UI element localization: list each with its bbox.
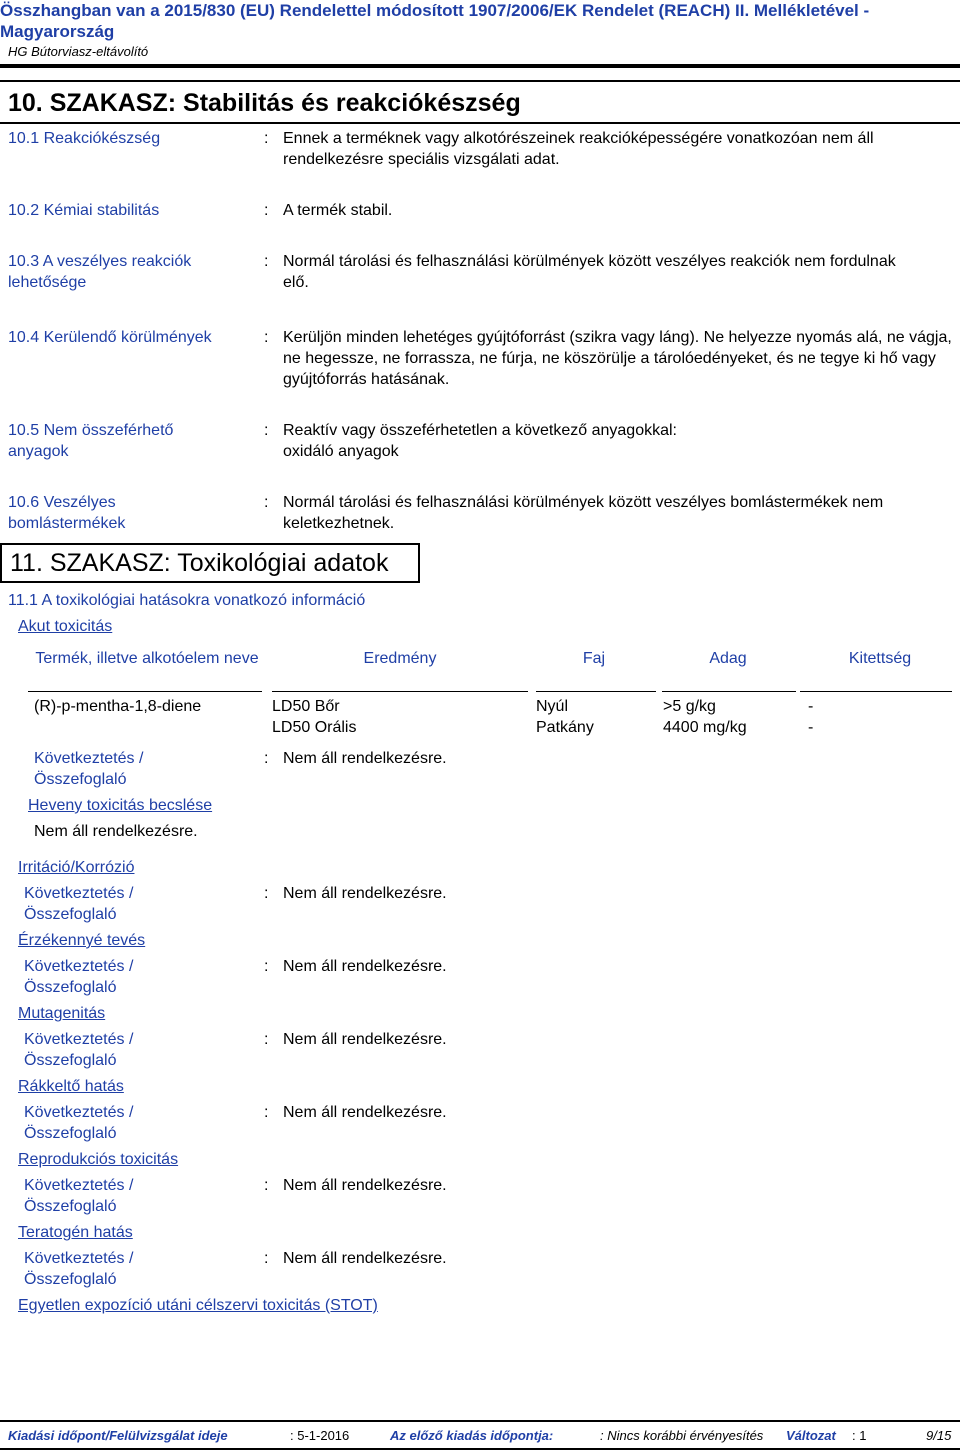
value-10-6: Normál tárolási és felhasználási körülmények között veszélyes bomlástermékek nem keletkezhetnek.	[283, 494, 884, 532]
table-cell-dose: 4400 mg/kg	[663, 719, 747, 736]
heading-irritation: Irritáció/Korrózió	[18, 859, 135, 876]
table-cell-species: Nyúl	[536, 698, 569, 715]
table-cell-species: Patkány	[536, 719, 594, 736]
conclusion-label: Következtetés / Összefoglaló	[24, 1177, 134, 1215]
colon: :	[264, 422, 269, 439]
value-10-5: Reaktív vagy összeférhetetlen a következő anyagokkal:	[283, 422, 677, 439]
heading-mutagenicity: Mutagenitás	[18, 1005, 106, 1022]
conclusion-value: Nem áll rendelkezésre.	[283, 885, 447, 902]
table-header-underline	[28, 691, 262, 692]
value-10-5-materials: oxidáló anyagok	[283, 443, 399, 460]
conclusion-label: Következtetés / Összefoglaló	[24, 885, 134, 923]
table-header-result: Eredmény	[363, 650, 437, 667]
conclusion-value: Nem áll rendelkezésre.	[283, 1250, 447, 1267]
heading-teratogenicity: Teratogén hatás	[18, 1224, 133, 1241]
footer-page-number: 9/15	[926, 1428, 952, 1443]
table-cell-result: LD50 Bőr	[272, 698, 340, 715]
conclusion-value: Nem áll rendelkezésre.	[283, 1177, 447, 1194]
label-10-3: 10.3 A veszélyes reakciók lehetősége	[8, 253, 192, 291]
colon: :	[264, 1104, 269, 1121]
conclusion-value: Nem áll rendelkezésre.	[283, 1104, 447, 1121]
colon: :	[264, 329, 269, 346]
table-header-dose: Adag	[709, 650, 747, 667]
acute-estimate-heading: Heveny toxicitás becslése	[28, 797, 213, 814]
footer-issue-value: : 5-1-2016	[290, 1428, 350, 1443]
conclusion-label: Következtetés / Összefoglaló	[24, 958, 134, 996]
label-10-5: 10.5 Nem összeférhető anyagok	[8, 422, 174, 460]
table-cell-exposure: -	[808, 719, 814, 736]
conclusion-value: Nem áll rendelkezésre.	[283, 750, 447, 767]
acute-toxicity-heading: Akut toxicitás	[18, 618, 113, 635]
header-divider	[0, 64, 960, 68]
table-header-underline	[272, 691, 528, 692]
section-11-1-heading: 11.1 A toxikológiai hatásokra vonatkozó információ	[8, 592, 366, 609]
label-10-2: 10.2 Kémiai stabilitás	[8, 202, 160, 219]
colon: :	[264, 494, 269, 511]
colon: :	[264, 750, 269, 767]
product-name: HG Bútorviasz-eltávolító	[8, 44, 149, 59]
colon: :	[264, 202, 269, 219]
acute-estimate-value: Nem áll rendelkezésre.	[34, 823, 198, 840]
conclusion-value: Nem áll rendelkezésre.	[283, 1031, 447, 1048]
value-10-4: Kerüljön minden lehetéges gyújtóforrást (szikra vagy láng). Ne helyezze nyomás alá, ne vágja, ne hegessze, ne forrassza, ne fúrja, ne köszörülje a tárolóedényeket, és ne tegye ki hő vagy gyújtóforrás hatásának.	[283, 329, 952, 388]
colon: :	[264, 885, 269, 902]
conclusion-label: Következtetés / Összefoglaló	[24, 1250, 134, 1288]
label-10-4: 10.4 Kerülendő körülmények	[8, 329, 212, 346]
table-cell-product: (R)-p-mentha-1,8-diene	[34, 698, 202, 715]
footer-issue-label: Kiadási időpont/Felülvizsgálat ideje	[8, 1428, 228, 1443]
colon: :	[264, 958, 269, 975]
label-10-1: 10.1 Reakciókészség	[8, 130, 161, 147]
section-11-heading: 11. SZAKASZ: Toxikológiai adatok	[0, 543, 420, 583]
table-header-underline	[662, 691, 796, 692]
table-cell-exposure: -	[808, 698, 814, 715]
footer-prev-value: : Nincs korábbi érvényesítés	[600, 1428, 764, 1443]
label-10-6: 10.6 Veszélyes bomlástermékek	[8, 494, 126, 532]
footer-version-label: Változat	[786, 1428, 836, 1443]
value-10-3: Normál tárolási és felhasználási körülmények között veszélyes reakciók nem fordulnak elő.	[283, 253, 896, 291]
value-10-1: Ennek a terméknek vagy alkotórészeinek reakcióképességére vonatkozóan nem áll rendelkezésre speciális vizsgálati adat.	[283, 130, 874, 168]
table-header-species: Faj	[582, 650, 606, 667]
table-header-underline	[536, 691, 656, 692]
document-title: Összhangban van a 2015/830 (EU) Rendelettel módosított 1907/2006/EK Rendelet (REACH) II. Mellékletével - Magyarország	[0, 1, 870, 41]
colon: :	[264, 1250, 269, 1267]
heading-stot: Egyetlen expozíció utáni célszervi toxicitás (STOT)	[18, 1297, 378, 1314]
heading-sensitization: Érzékennyé tevés	[18, 932, 146, 949]
conclusion-label: Következtetés / Összefoglaló	[24, 1104, 134, 1142]
table-header-underline	[800, 691, 952, 692]
table-header-exposure: Kitettség	[848, 650, 912, 667]
table-cell-dose: >5 g/kg	[663, 698, 716, 715]
footer	[0, 1420, 960, 1450]
footer-prev-label: Az előző kiadás időpontja:	[390, 1428, 554, 1443]
heading-reproductive-toxicity: Reprodukciós toxicitás	[18, 1151, 179, 1168]
table-header-product: Termék, illetve alkotóelem neve	[35, 650, 259, 667]
colon: :	[264, 1031, 269, 1048]
colon: :	[264, 130, 269, 147]
colon: :	[264, 1177, 269, 1194]
section-10-heading: 10. SZAKASZ: Stabilitás és reakciókészség	[0, 80, 960, 124]
heading-carcinogenicity: Rákkeltő hatás	[18, 1078, 124, 1095]
colon: :	[264, 253, 269, 270]
footer-version-value: : 1	[852, 1428, 867, 1443]
conclusion-label: Következtetés / Összefoglaló	[24, 1031, 134, 1069]
value-10-2: A termék stabil.	[283, 202, 393, 219]
table-cell-result: LD50 Orális	[272, 719, 357, 736]
conclusion-value: Nem áll rendelkezésre.	[283, 958, 447, 975]
conclusion-label: Következtetés / Összefoglaló	[34, 750, 144, 788]
